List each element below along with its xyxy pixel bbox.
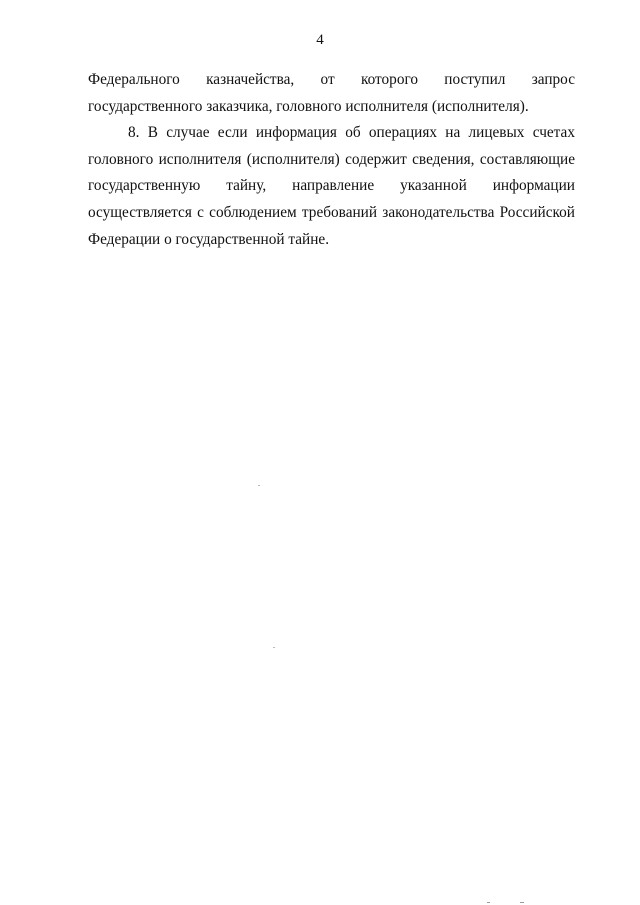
- page-number: 4: [316, 32, 324, 48]
- paragraph-continuation: Федерального казначейства, от которого поступил запрос государственного заказчика, головного исполнителя (исполнителя).: [88, 71, 575, 115]
- scan-speck: [487, 902, 490, 903]
- scan-speck: [273, 647, 275, 648]
- paragraph-item-8: 8. В случае если информация об операциях на лицевых счетах головного исполнителя (исполнителя) содержит сведения, составляющие государственную тайну, направление указанной информации осуществляется с соблюдением требований законодательства Российской Федерации о государственной тайне.: [88, 124, 575, 248]
- document-body: [88, 67, 575, 253]
- scan-speck: [258, 485, 260, 486]
- scan-speck: [520, 902, 524, 903]
